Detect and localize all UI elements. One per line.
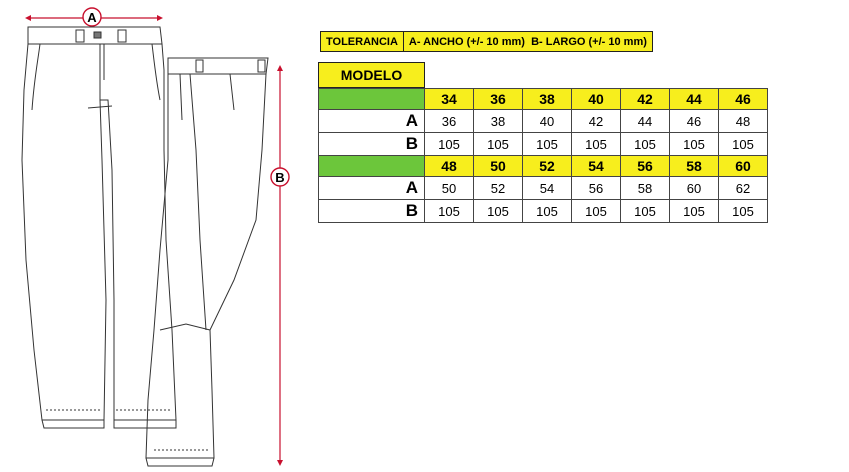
measure-cell: 36 <box>425 110 474 133</box>
size-cell: 36 <box>474 89 523 110</box>
model-label: MODELO <box>318 62 425 88</box>
size-cell: 38 <box>523 89 572 110</box>
size-cell: 42 <box>621 89 670 110</box>
size-cell: 56 <box>621 156 670 177</box>
size-cell: 50 <box>474 156 523 177</box>
measure-cell: 105 <box>523 133 572 156</box>
tolerance-values <box>403 32 652 51</box>
measure-label: A <box>319 110 425 133</box>
tolerance-length: B- LARGO (+/- 10 mm) <box>531 35 647 48</box>
measure-cell: 105 <box>621 133 670 156</box>
measure-cell: 105 <box>572 133 621 156</box>
measure-cell: 105 <box>425 133 474 156</box>
size-header-label <box>319 89 425 110</box>
measure-cell: 105 <box>670 133 719 156</box>
measure-row <box>319 133 768 156</box>
measure-label: B <box>319 200 425 223</box>
size-header-row <box>319 89 768 110</box>
trousers-front-view <box>22 27 176 428</box>
size-header-row <box>319 156 768 177</box>
measure-cell: 50 <box>425 177 474 200</box>
size-cell: 48 <box>425 156 474 177</box>
measure-cell: 105 <box>474 200 523 223</box>
tolerance-width: A- ANCHO (+/- 10 mm) <box>408 35 525 48</box>
size-cell: 40 <box>572 89 621 110</box>
measure-row <box>319 200 768 223</box>
measure-cell: 105 <box>719 200 768 223</box>
measure-cell: 105 <box>621 200 670 223</box>
size-cell: 46 <box>719 89 768 110</box>
size-chart-table <box>318 88 768 223</box>
measure-cell: 62 <box>719 177 768 200</box>
measure-cell: 60 <box>670 177 719 200</box>
measure-label: B <box>319 133 425 156</box>
size-cell: 54 <box>572 156 621 177</box>
measure-cell: 42 <box>572 110 621 133</box>
measure-cell: 58 <box>621 177 670 200</box>
size-cell: 52 <box>523 156 572 177</box>
measure-cell: 105 <box>719 133 768 156</box>
measure-cell: 105 <box>670 200 719 223</box>
measure-cell: 105 <box>572 200 621 223</box>
measure-cell: 56 <box>572 177 621 200</box>
size-cell: 34 <box>425 89 474 110</box>
measure-cell: 105 <box>523 200 572 223</box>
size-cell: 60 <box>719 156 768 177</box>
tolerance-bar <box>320 31 653 52</box>
label-a: A <box>87 10 97 25</box>
size-cell: 58 <box>670 156 719 177</box>
measure-row <box>319 177 768 200</box>
measure-cell: 46 <box>670 110 719 133</box>
width-measure-a <box>28 8 160 26</box>
measure-cell: 44 <box>621 110 670 133</box>
measure-cell: 54 <box>523 177 572 200</box>
size-cell: 44 <box>670 89 719 110</box>
trousers-technical-drawing <box>0 0 300 472</box>
measure-row <box>319 110 768 133</box>
measure-cell: 38 <box>474 110 523 133</box>
measure-cell: 48 <box>719 110 768 133</box>
measure-cell: 105 <box>474 133 523 156</box>
tolerance-title: TOLERANCIA <box>326 35 398 48</box>
measure-label: A <box>319 177 425 200</box>
size-header-label <box>319 156 425 177</box>
length-measure-b <box>271 68 289 463</box>
measure-cell: 105 <box>425 200 474 223</box>
measure-cell: 40 <box>523 110 572 133</box>
label-b: B <box>275 170 285 185</box>
measure-cell: 52 <box>474 177 523 200</box>
